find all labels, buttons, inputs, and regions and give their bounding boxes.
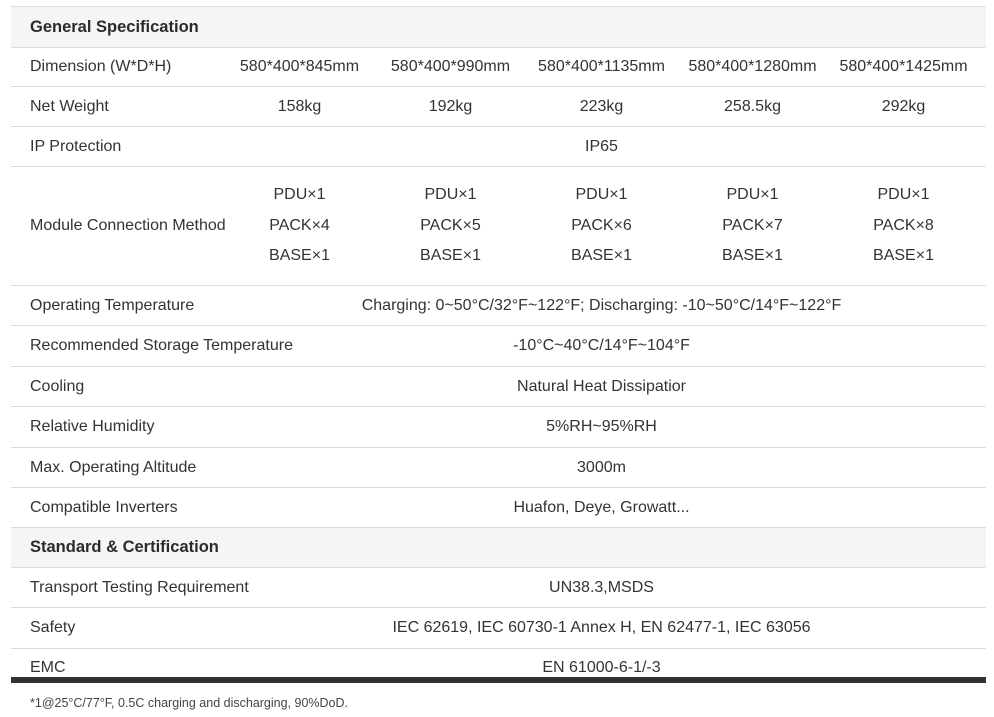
module-pack-3: PACK×6 [571,216,632,234]
inverters-value: Huafon, Deye, Growatt... [513,498,690,516]
operating-temperature-value: Charging: 0~50°C/32°F~122°F; Discharging: -10~50°C/14°F~122°F [361,296,842,314]
transport-value: UN38.3,MSDS [549,578,654,596]
safety-value: IEC 62619, IEC 60730-1 Annex H, EN 62477-1, IEC 63056 [392,619,811,636]
section-header-standard [11,528,986,568]
module-pack-2: PACK×5 [420,216,481,234]
altitude-value: 3000m [577,458,626,476]
module-connection-cell-3 [526,167,677,285]
row-label-emc: EMC [30,659,66,676]
row-label-net-weight: Net Weight [30,97,109,115]
module-pdu-2: PDU×1 [424,186,477,204]
module-base-1: BASE×1 [269,247,330,265]
table-row-dimension [11,48,986,87]
dimension-cell-4: 580*400*1280mm [688,58,817,75]
module-pack-5: PACK×8 [873,216,934,234]
spec-table [11,0,986,687]
humidity-value: 5%RH~95%RH [546,418,657,435]
module-pdu-3: PDU×1 [575,186,628,204]
module-base-3: BASE×1 [571,247,632,265]
table-row-humidity [11,407,986,448]
row-label-cooling: Cooling [30,377,85,395]
module-pdu-1: PDU×1 [273,186,326,204]
net-weight-cell-4: 258.5kg [724,97,781,115]
row-label-altitude: Max. Operating Altitude [30,458,197,476]
row-label-transport: Transport Testing Requirement [30,578,249,596]
table-row-inverters [11,488,986,528]
module-base-2: BASE×1 [420,247,481,265]
module-connection-cell-5 [828,167,979,285]
dimension-cell-3: 580*400*1135mm [538,58,665,75]
row-label-module-connection: Module Connection Method [30,217,226,234]
module-pdu-4: PDU×1 [726,186,779,204]
section-title-standard: Standard & Certification [30,538,219,556]
net-weight-cell-3: 223kg [579,97,624,115]
storage-temperature-value: -10°C~40°C/14°F~104°F [513,337,690,354]
module-connection-cell-1 [224,167,375,285]
ip-protection-value: IP65 [585,137,618,155]
section-header-general [11,7,986,48]
emc-value: EN 61000-6-1/-3 [542,659,661,676]
module-connection-cell-4 [677,167,828,285]
table-row-ip-protection [11,127,986,167]
table-row-cooling [11,367,986,407]
row-label-storage-temperature: Recommended Storage Temperature [30,337,293,354]
table-row-storage-temperature [11,326,986,367]
section-title-general: General Specification [30,17,199,36]
row-label-dimension: Dimension (W*D*H) [30,58,172,75]
module-connection-cell-2 [375,167,526,285]
module-pack-4: PACK×7 [722,216,783,234]
table-row-module-connection [11,167,986,286]
table-top-rule [11,0,986,7]
table-row-transport [11,568,986,608]
row-label-ip-protection: IP Protection [30,137,122,155]
module-pack-1: PACK×4 [269,216,330,234]
module-base-4: BASE×1 [722,247,783,265]
table-row-net-weight [11,87,986,127]
module-pdu-5: PDU×1 [877,186,930,204]
table-row-altitude [11,448,986,488]
footnote: *1@25°C/77°F, 0.5C charging and discharging, 90%DoD. [30,696,349,710]
net-weight-cell-1: 158kg [277,97,322,115]
row-label-inverters: Compatible Inverters [30,498,178,516]
module-base-5: BASE×1 [873,247,934,265]
row-label-operating-temperature: Operating Temperature [30,296,195,314]
table-bottom-bar [11,677,986,683]
net-weight-cell-2: 192kg [428,97,473,115]
dimension-cell-2: 580*400*990mm [390,58,511,75]
table-row-safety [11,608,986,649]
net-weight-cell-5: 292kg [881,97,926,115]
dimension-cell-1: 580*400*845mm [239,58,360,75]
table-row-operating-temperature [11,286,986,326]
cooling-value: Natural Heat Dissipatior [517,377,686,395]
dimension-cell-5: 580*400*1425mm [839,58,968,75]
row-label-safety: Safety [30,619,76,636]
row-label-humidity: Relative Humidity [30,418,155,435]
